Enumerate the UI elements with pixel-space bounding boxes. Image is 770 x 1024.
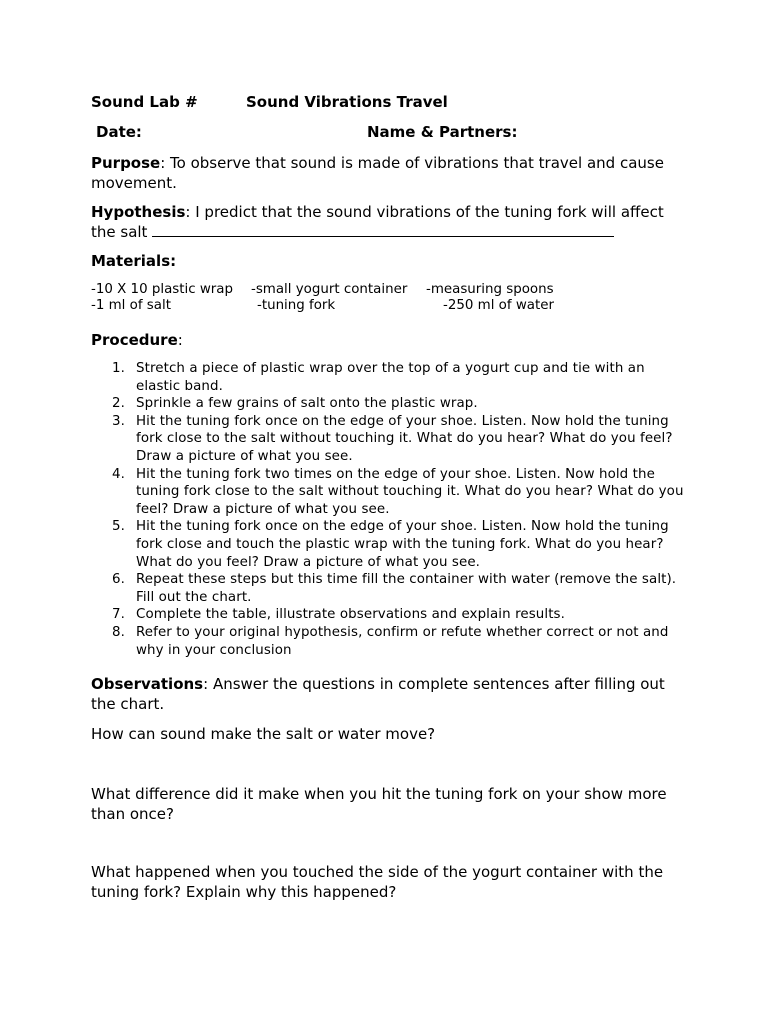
hypothesis-text: : I predict that the sound vibrations of the tuning fork will affect the salt [91,203,664,241]
observations-label: Observations [91,675,204,693]
procedure-steps [112,360,684,659]
procedure-step [112,466,684,519]
hypothesis-answer-line[interactable] [152,222,614,237]
material-item: -tuning fork [257,298,336,313]
purpose-paragraph [91,153,681,193]
question-touch-container: What happened when you touched the side of the yogurt container with the tuning fork? Explain why this happened? [91,863,664,901]
purpose-text: : To observe that sound is made of vibrations that travel and cause movement. [91,154,664,192]
step-text: Repeat these steps but this time fill the container with water (remove the salt). Fill out the chart. [136,572,677,605]
procedure-colon: : [177,331,183,349]
procedure-label: Procedure [91,331,178,349]
step-number: 6. [112,572,125,588]
material-item: -250 ml of water [443,298,554,313]
step-number: 3. [112,413,125,429]
step-number: 7. [112,607,125,623]
material-item: -measuring spoons [426,282,554,297]
step-text: Complete the table, illustrate observations and explain results. [136,607,565,623]
step-text: Hit the tuning fork once on the edge of your shoe. Listen. Now hold the tuning fork close and touch the plastic wrap with the tuning fork. What do you hear? What do you feel? Draw a picture of what you see. [136,519,669,570]
procedure-heading [91,331,183,349]
question-salt-water-move: How can sound make the salt or water move? [91,725,436,743]
procedure-step [112,360,684,395]
step-text: Stretch a piece of plastic wrap over the top of a yogurt cup and tie with an elastic band. [136,361,645,394]
procedure-step [112,518,684,571]
name-partners-label: Name & Partners: [367,123,518,141]
purpose-label: Purpose [91,154,161,172]
step-text: Hit the tuning fork two times on the edge of your shoe. Listen. Now hold the tuning fork close to the salt without touching it. What do you hear? What do you feel? Draw a picture of what you see. [136,466,684,517]
question-hit-more-than-once: What difference did it make when you hit the tuning fork on your show more than once? [91,785,667,823]
materials-label: Materials: [91,252,177,270]
date-label: Date: [96,123,142,141]
lab-title: Sound Vibrations Travel [246,93,448,111]
hypothesis-paragraph [91,202,681,242]
material-item: -10 X 10 plastic wrap [91,282,234,297]
procedure-step [112,395,684,413]
lab-number-label: Sound Lab # [91,93,198,111]
material-item: -1 ml of salt [91,298,171,313]
step-number: 2. [112,396,125,412]
step-number: 8. [112,624,125,640]
step-number: 5. [112,519,125,535]
procedure-step [112,413,684,466]
observations-paragraph [91,674,681,714]
procedure-step [112,624,684,659]
material-item: -small yogurt container [251,282,408,297]
hypothesis-label: Hypothesis [91,203,186,221]
step-text: Hit the tuning fork once on the edge of your shoe. Listen. Now hold the tuning fork close to the salt without touching it. What do you hear? What do you feel? Draw a picture of what you see. [136,413,673,464]
step-text: Sprinkle a few grains of salt onto the plastic wrap. [136,396,478,412]
step-text: Refer to your original hypothesis, confirm or refute whether correct or not and why in your conclusion [136,624,669,658]
step-number: 1. [112,361,125,376]
observations-text: : Answer the questions in complete sentences after filling out the chart. [91,675,665,713]
step-number: 4. [112,466,125,482]
procedure-step [112,571,684,606]
procedure-step [112,606,684,624]
